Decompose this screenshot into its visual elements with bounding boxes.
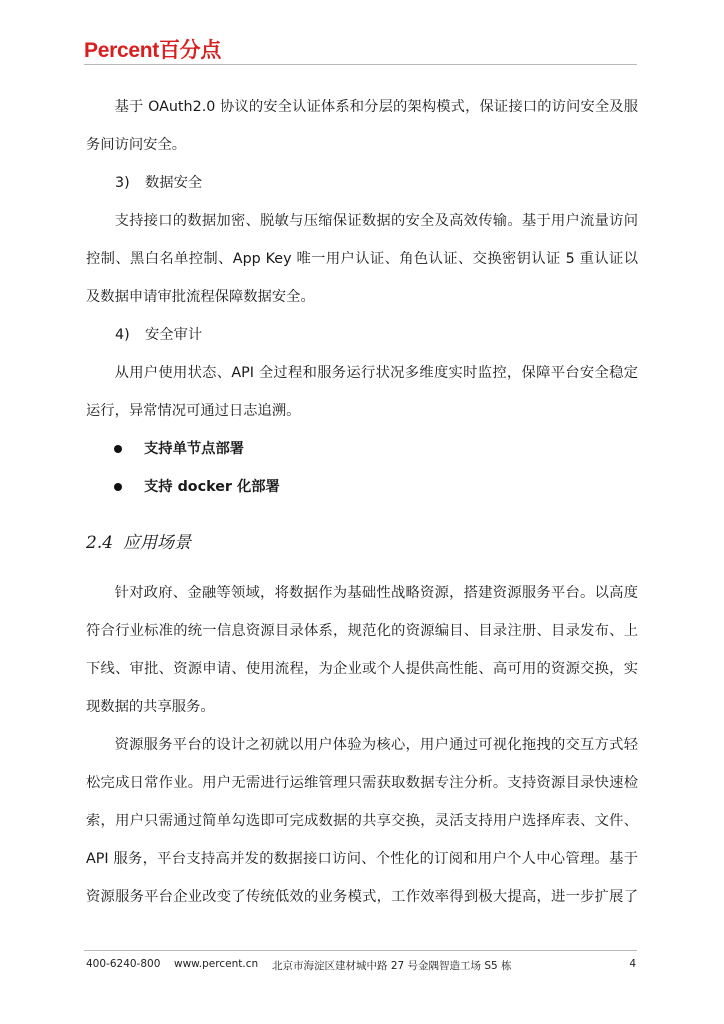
- subheading-audit: [86, 316, 638, 354]
- brand-name-cn: 百分点: [158, 39, 222, 62]
- bullet-single-node: [86, 430, 638, 468]
- paragraph-data-security: 支持接口的数据加密、脱敏与压缩保证数据的安全及高效传输。基于用户流量访问控制、黑白名单控制、App Key 唯一用户认证、角色认证、交换密钥认证 5 重认证以及数据申请审批流程保障数据安全。: [86, 213, 638, 305]
- paragraph-scenario-2: 资源服务平台的设计之初就以用户体验为核心，用户通过可视化拖拽的交互方式轻松完成日常作业。用户无需进行运维管理只需获取数据专注分析。支持资源目录快速检索，用户只需通过简单勾选即可完成数据的共享交换，灵活支持用户选择库表、文件、API 服务，平台支持高并发的数据接口访问、个性化的订阅和用户个人中心管理。基于资源服务平台企业改变了传统低效的业务模式，工作效率得到极大提高，进一步扩展了: [86, 737, 638, 905]
- content-lower: [86, 574, 638, 916]
- section-number: 2.4: [86, 533, 114, 553]
- footer-website: www.percent.cn: [174, 958, 259, 970]
- bullet-dot-icon: [114, 445, 122, 453]
- paragraph-auth: 基于 OAuth2.0 协议的安全认证体系和分层的架构模式，保证接口的访问安全及服务间访问安全。: [86, 99, 638, 153]
- paragraph-scenario-1: 针对政府、金融等领域，将数据作为基础性战略资源，搭建资源服务平台。以高度符合行业标准的统一信息资源目录体系，规范化的资源编目、目录注册、目录发布、上下线、审批、资源申请、使用流程，为企业或个人提供高性能、高可用的资源交换，实现数据的共享服务。: [86, 585, 638, 715]
- subheading-data-security: [86, 164, 638, 202]
- content-upper: [86, 88, 638, 506]
- footer-divider: [84, 950, 637, 951]
- paragraph-audit: 从用户使用状态、API 全过程和服务运行状况多维度实时监控，保障平台安全稳定运行，异常情况可通过日志追溯。: [86, 365, 638, 419]
- footer-address: 北京市海淀区建材城中路 27 号金隅智造工场 S5 栋: [272, 960, 512, 972]
- header-divider: [84, 64, 637, 65]
- subheading-number: 4): [115, 327, 130, 343]
- bullet-dot-icon: [114, 483, 122, 491]
- page-number: 4: [629, 958, 636, 970]
- brand-name: Percent: [84, 39, 159, 62]
- bullet-text: 支持 docker 化部署: [144, 479, 280, 495]
- bullet-text: 支持单节点部署: [144, 441, 245, 457]
- page-footer: [86, 958, 636, 973]
- subheading-label: 数据安全: [145, 175, 203, 191]
- section-title: 应用场景: [123, 533, 192, 553]
- subheading-label: 安全审计: [145, 327, 203, 343]
- footer-phone: 400-6240-800: [86, 958, 161, 970]
- subheading-number: 3): [115, 175, 130, 191]
- bullet-docker: [86, 468, 638, 506]
- section-heading: [86, 528, 191, 553]
- brand-logo: [84, 34, 221, 64]
